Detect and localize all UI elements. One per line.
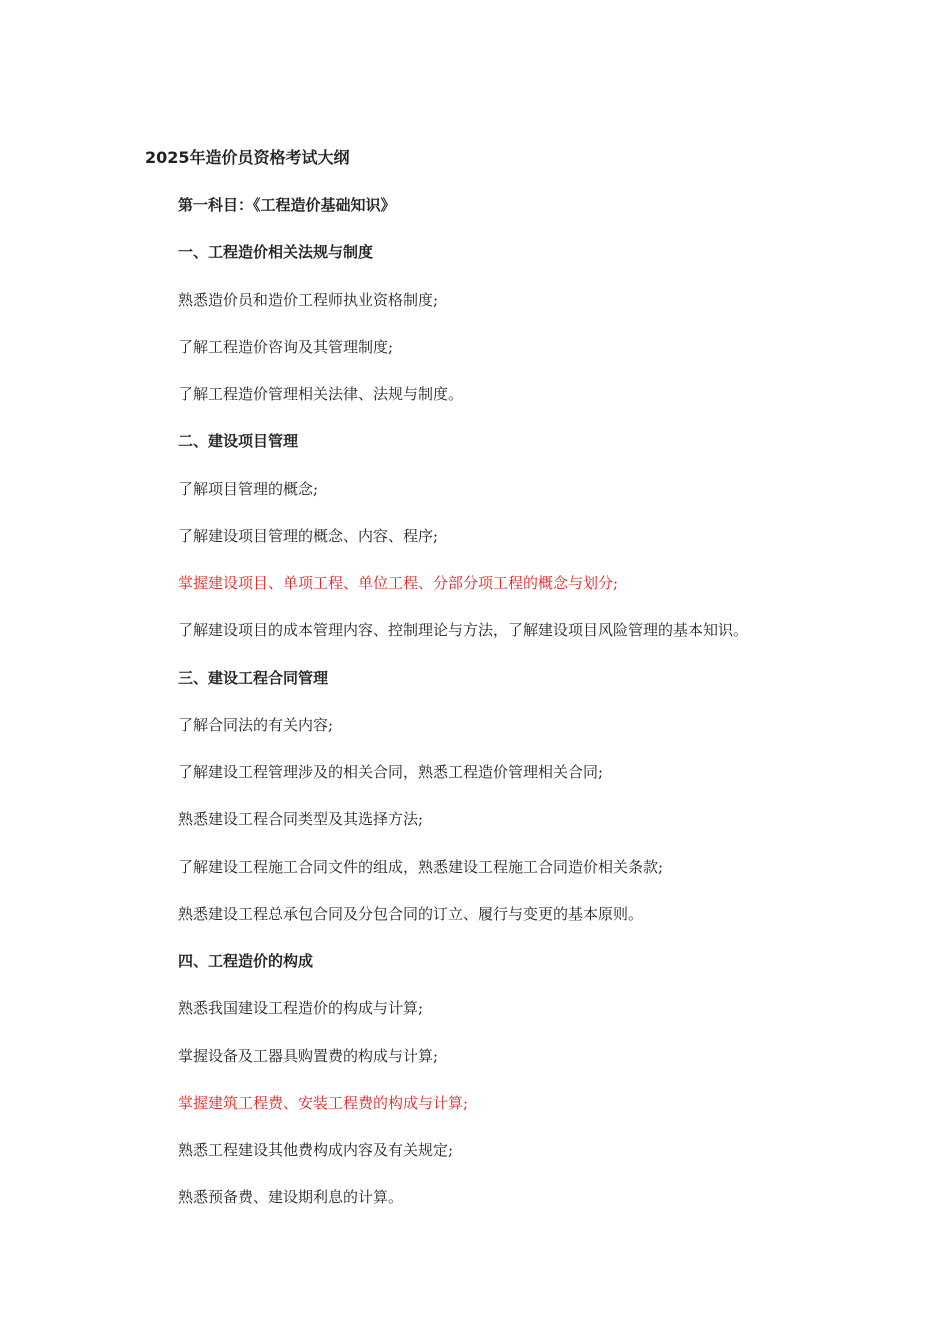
section-heading: 一、工程造价相关法规与制度 (178, 243, 374, 262)
section-heading: 二、建设项目管理 (178, 432, 299, 451)
body-line: 了解建设项目管理的概念、内容、程序; (178, 526, 439, 545)
body-line: 熟悉我国建设工程造价的构成与计算; (178, 999, 424, 1018)
body-line: 熟悉工程建设其他费构成内容及有关规定; (178, 1141, 454, 1159)
body-line: 了解建设项目的成本管理内容、控制理论与方法，了解建设项目风险管理的基本知识。 (178, 621, 749, 640)
section-heading: 三、建设工程合同管理 (178, 668, 329, 687)
body-line: 了解合同法的有关内容; (178, 715, 334, 734)
body-line: 了解工程造价管理相关法律、法规与制度。 (178, 385, 464, 403)
body-line: 熟悉造价员和造价工程师执业资格制度; (178, 290, 439, 309)
body-line: 了解工程造价咨询及其管理制度; (178, 337, 394, 356)
body-line: 了解建设工程管理涉及的相关合同，熟悉工程造价管理相关合同; (178, 763, 604, 781)
document-body (178, 194, 918, 1234)
body-line: 熟悉建设工程总承包合同及分包合同的订立、履行与变更的基本原则。 (178, 904, 644, 923)
section-heading: 第一科目：《工程造价基础知识》 (178, 196, 396, 214)
body-line: 了解项目管理的概念; (178, 479, 319, 498)
body-line: 熟悉建设工程合同类型及其选择方法; (178, 810, 424, 829)
document-title: 2025年造价员资格考试大纲 (145, 148, 350, 167)
body-line: 了解建设工程施工合同文件的组成，熟悉建设工程施工合同造价相关条款; (178, 857, 664, 876)
section-heading: 四、工程造价的构成 (178, 952, 314, 970)
body-line: 熟悉预备费、建设期利息的计算。 (178, 1188, 404, 1207)
key-point-line: 掌握建设项目、单项工程、单位工程、分部分项工程的概念与划分; (178, 574, 619, 592)
body-line: 掌握设备及工器具购置费的构成与计算; (178, 1046, 439, 1065)
key-point-line: 掌握建筑工程费、安装工程费的构成与计算; (178, 1093, 469, 1112)
